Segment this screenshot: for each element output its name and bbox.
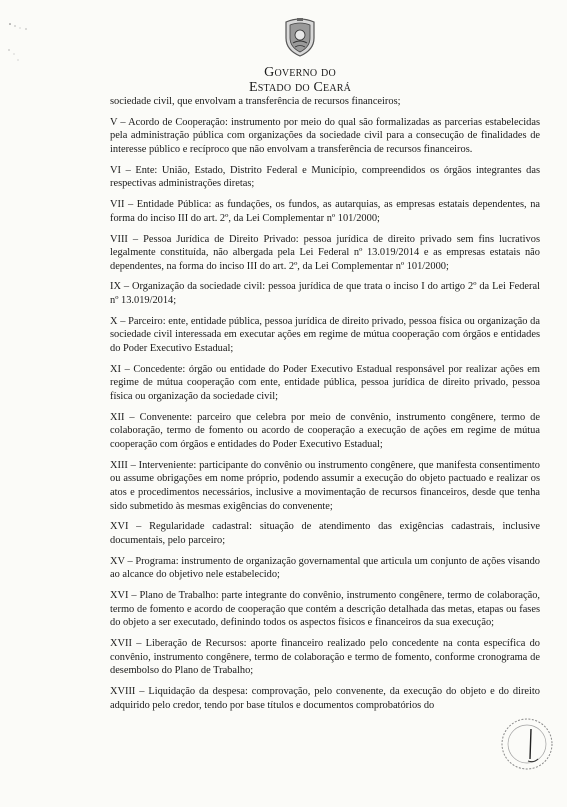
- paragraph-item-xiii: XIII – Interveniente: participante do convênio ou instrumento congênere, que manifesta consentimento ou assume obrigações em nome próprio, podendo assumir a execução do objeto pactuado e realizar os atos e procedimentos necessários, inclusive a movimentação de recursos financeiros, desde que tenha sido submetido às mesmas exigências do convenente;: [110, 459, 540, 512]
- coat-of-arms-icon: [283, 16, 317, 58]
- document-body: [110, 95, 540, 719]
- paragraph-item-xvi-plano: XVI – Plano de Trabalho: parte integrante do convênio, instrumento congênere, termo de colaboração, termo de fomento e acordo de cooperação que contém a descrição detalhada das metas, etapas ou fases do objeto a ser executado, definindo todos os aspectos físicos e financeiros da sua execução;: [110, 590, 540, 629]
- letterhead-line-2: Estado do Ceará: [248, 79, 352, 95]
- paragraph-continuation: sociedade civil, que envolvam a transferência de recursos financeiros;: [110, 96, 401, 107]
- paragraph-item-x: X – Parceiro: ente, entidade pública, pessoa jurídica de direito privado, pessoa física ou organização da sociedade civil interessada em executar ações em regime de mútua cooperação com órgãos e entidades do Poder Executivo Estadual;: [110, 315, 540, 355]
- letterhead-line-1: Governo do: [264, 65, 336, 80]
- paragraph-item-xvi-regularidade: XVI – Regularidade cadastral: situação de atendimento das exigências cadastrais, inclusive documentais, pelo parceiro;: [110, 521, 540, 546]
- paragraph-item-xvii: XVII – Liberação de Recursos: aporte financeiro realizado pelo concedente na conta específica do convênio, instrumento congênere, termo de colaboração e termo de fomento, conforme cronograma de desembolso do Plano de Trabalho;: [110, 638, 540, 677]
- scan-specks: [6, 20, 36, 80]
- paragraph-item-xviii: XVIII – Liquidação da despesa: comprovação, pelo convenente, da execução do objeto e do direito adquirido pelo credor, tendo por base títulos e documentos comprobatórios do: [110, 686, 540, 711]
- letterhead: [205, 66, 395, 95]
- paragraph-item-vi: VI – Ente: União, Estado, Distrito Federal e Município, compreendidos os órgãos integrantes das respectivas administrações diretas;: [110, 164, 540, 190]
- paragraph-item-ix: IX – Organização da sociedade civil: pessoa jurídica de que trata o inciso I do artigo 2º da Lei Federal nº 13.019/2014;: [110, 281, 540, 307]
- paragraph-item-vii: VII – Entidade Pública: as fundações, os fundos, as autarquias, as empresas estatais dependentes, na forma do inciso III do art. 2º, da Lei Complementar nº 101/2000;: [110, 199, 540, 224]
- paragraph-item-xi: XI – Concedente: órgão ou entidade do Poder Executivo Estadual responsável por realizar ações em regime de mútua cooperação com ente, entidade pública, pessoa jurídica de direito privado, pessoa física ou organização da sociedade civil;: [110, 363, 540, 402]
- paragraph-item-xii: XII – Convenente: parceiro que celebra por meio de convênio, instrumento congênere, termo de colaboração, termo de fomento ou acordo de cooperação a execução de ações em regime de mútua cooperação com órgãos e entidades do Poder Executivo Estadual;: [110, 411, 540, 450]
- paragraph-item-v: V – Acordo de Cooperação: instrumento por meio do qual são formalizadas as parcerias estabelecidas pela administração pública com organizações da sociedade civil para a consecução de finalidades de interesse público e recíproco que não envolvam a transferência de recursos financeiros.: [110, 116, 540, 155]
- paragraph-item-viii: VIII – Pessoa Jurídica de Direito Privado: pessoa jurídica de direito privado sem fins lucrativos legalmente constituída, não albergada pela Lei Federal nº 13.019/2014 e as empresas estatais não dependentes, na forma do inciso III do art. 2º, da Lei Complementar nº 101/2000;: [110, 233, 540, 272]
- official-stamp-icon: [498, 715, 556, 773]
- paragraph-item-xv: XV – Programa: instrumento de organização governamental que articula um conjunto de ações visando ao alcance do objetivo nele estabelecido;: [110, 555, 540, 581]
